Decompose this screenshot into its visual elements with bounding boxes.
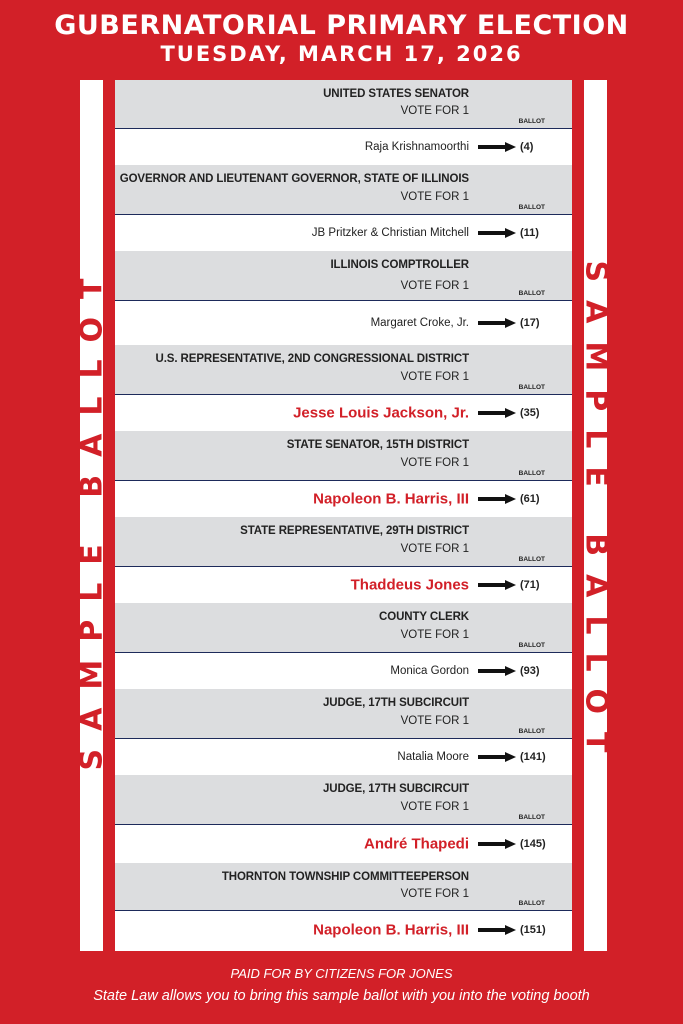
ballot-number: (11) bbox=[520, 227, 539, 239]
ballot-number: (141) bbox=[520, 751, 546, 763]
ballot-label: BALLOT bbox=[518, 204, 545, 211]
voting-booth-notice: State Law allows you to bring this sample ballot with you into the voting booth bbox=[93, 988, 590, 1004]
race-title: JUDGE, 17TH SUBCIRCUIT bbox=[322, 697, 469, 709]
candidate-name: Jesse Louis Jackson, Jr. bbox=[293, 404, 469, 422]
ballot-label: BALLOT bbox=[518, 118, 545, 125]
ballot-label: BALLOT bbox=[518, 384, 545, 391]
arrow-icon bbox=[478, 840, 516, 848]
candidate-name: Natalia Moore bbox=[397, 751, 469, 763]
arrow-icon bbox=[478, 753, 516, 761]
vote-for-label: VOTE FOR 1 bbox=[400, 888, 469, 900]
race-header bbox=[115, 251, 572, 301]
arrow-icon bbox=[478, 229, 516, 237]
ballot-label: BALLOT bbox=[518, 728, 545, 735]
race-title: UNITED STATES SENATOR bbox=[323, 88, 469, 100]
arrow-icon bbox=[478, 409, 516, 417]
candidate-row bbox=[115, 825, 572, 863]
candidate-name: Napoleon B. Harris, III bbox=[313, 921, 469, 939]
ballot-label: BALLOT bbox=[518, 642, 545, 649]
vote-for-label: VOTE FOR 1 bbox=[400, 543, 469, 555]
ballot-number: (71) bbox=[520, 579, 540, 591]
race-title: U.S. REPRESENTATIVE, 2ND CONGRESSIONAL DISTRICT bbox=[155, 353, 469, 365]
candidate-row bbox=[115, 129, 572, 165]
race-header bbox=[115, 80, 572, 129]
arrow-icon bbox=[478, 319, 516, 327]
race-title: GOVERNOR AND LIEUTENANT GOVERNOR, STATE OF ILLINOIS bbox=[119, 173, 469, 185]
ballot-number: (93) bbox=[520, 665, 540, 677]
vote-for-label: VOTE FOR 1 bbox=[400, 801, 469, 813]
race-header bbox=[115, 689, 572, 739]
ballot-number: (145) bbox=[520, 838, 546, 850]
candidate-row bbox=[115, 739, 572, 775]
arrow-icon bbox=[478, 926, 516, 934]
page-title: GUBERNATORIAL PRIMARY ELECTION bbox=[54, 10, 629, 41]
race-header bbox=[115, 603, 572, 653]
candidate-name: Thaddeus Jones bbox=[350, 576, 469, 594]
candidate-row bbox=[115, 567, 572, 603]
ballot-label: BALLOT bbox=[518, 290, 545, 297]
ballot-number: (35) bbox=[520, 407, 540, 419]
ballot-number: (4) bbox=[520, 141, 534, 153]
race-title: ILLINOIS COMPTROLLER bbox=[330, 259, 469, 271]
candidate-row bbox=[115, 481, 572, 517]
candidate-name: Napoleon B. Harris, III bbox=[313, 490, 469, 508]
race-header bbox=[115, 775, 572, 825]
race-title: STATE REPRESENTATIVE, 29TH DISTRICT bbox=[240, 525, 469, 537]
race-title: THORNTON TOWNSHIP COMMITTEEPERSON bbox=[221, 871, 469, 883]
candidate-row bbox=[115, 301, 572, 345]
race-title: COUNTY CLERK bbox=[379, 611, 469, 623]
sample-ballot-label-right: SAMPLE BALLOT bbox=[578, 260, 613, 771]
vote-for-label: VOTE FOR 1 bbox=[400, 191, 469, 203]
candidate-name: André Thapedi bbox=[363, 835, 469, 853]
ballot-number: (151) bbox=[520, 924, 546, 936]
sample-ballot-label-left: SAMPLE BALLOT bbox=[74, 260, 109, 771]
candidate-row bbox=[115, 395, 572, 431]
sample-ballot-bar-right bbox=[578, 80, 613, 951]
ballot-label: BALLOT bbox=[518, 470, 545, 477]
election-date: TUESDAY, MARCH 17, 2026 bbox=[160, 42, 523, 66]
vote-for-label: VOTE FOR 1 bbox=[400, 105, 469, 117]
candidate-row bbox=[115, 653, 572, 689]
arrow-icon bbox=[478, 581, 516, 589]
arrow-icon bbox=[478, 495, 516, 503]
candidate-name: Margaret Croke, Jr. bbox=[370, 317, 469, 329]
candidate-name: Raja Krishnamoorthi bbox=[364, 141, 469, 153]
candidate-row bbox=[115, 911, 572, 949]
vote-for-label: VOTE FOR 1 bbox=[400, 371, 469, 383]
vote-for-label: VOTE FOR 1 bbox=[400, 629, 469, 641]
ballot-label: BALLOT bbox=[518, 900, 545, 907]
ballot-number: (17) bbox=[520, 317, 540, 329]
paid-for-notice: PAID FOR BY CITIZENS FOR JONES bbox=[230, 966, 453, 981]
race-title: JUDGE, 17TH SUBCIRCUIT bbox=[322, 783, 469, 795]
sample-ballot-bar-left bbox=[74, 80, 109, 951]
candidate-row bbox=[115, 215, 572, 251]
arrow-icon bbox=[478, 667, 516, 675]
ballot-label: BALLOT bbox=[518, 814, 545, 821]
vote-for-label: VOTE FOR 1 bbox=[400, 280, 469, 292]
race-title: STATE SENATOR, 15TH DISTRICT bbox=[286, 439, 469, 451]
ballot-list bbox=[115, 80, 572, 951]
race-header bbox=[115, 863, 572, 911]
race-header bbox=[115, 431, 572, 481]
race-header bbox=[115, 165, 572, 215]
candidate-name: JB Pritzker & Christian Mitchell bbox=[311, 227, 469, 239]
race-header bbox=[115, 345, 572, 395]
candidate-name: Monica Gordon bbox=[390, 665, 469, 677]
race-header bbox=[115, 517, 572, 567]
arrow-icon bbox=[478, 143, 516, 151]
vote-for-label: VOTE FOR 1 bbox=[400, 457, 469, 469]
ballot-label: BALLOT bbox=[518, 556, 545, 563]
ballot-number: (61) bbox=[520, 493, 540, 505]
vote-for-label: VOTE FOR 1 bbox=[400, 715, 469, 727]
